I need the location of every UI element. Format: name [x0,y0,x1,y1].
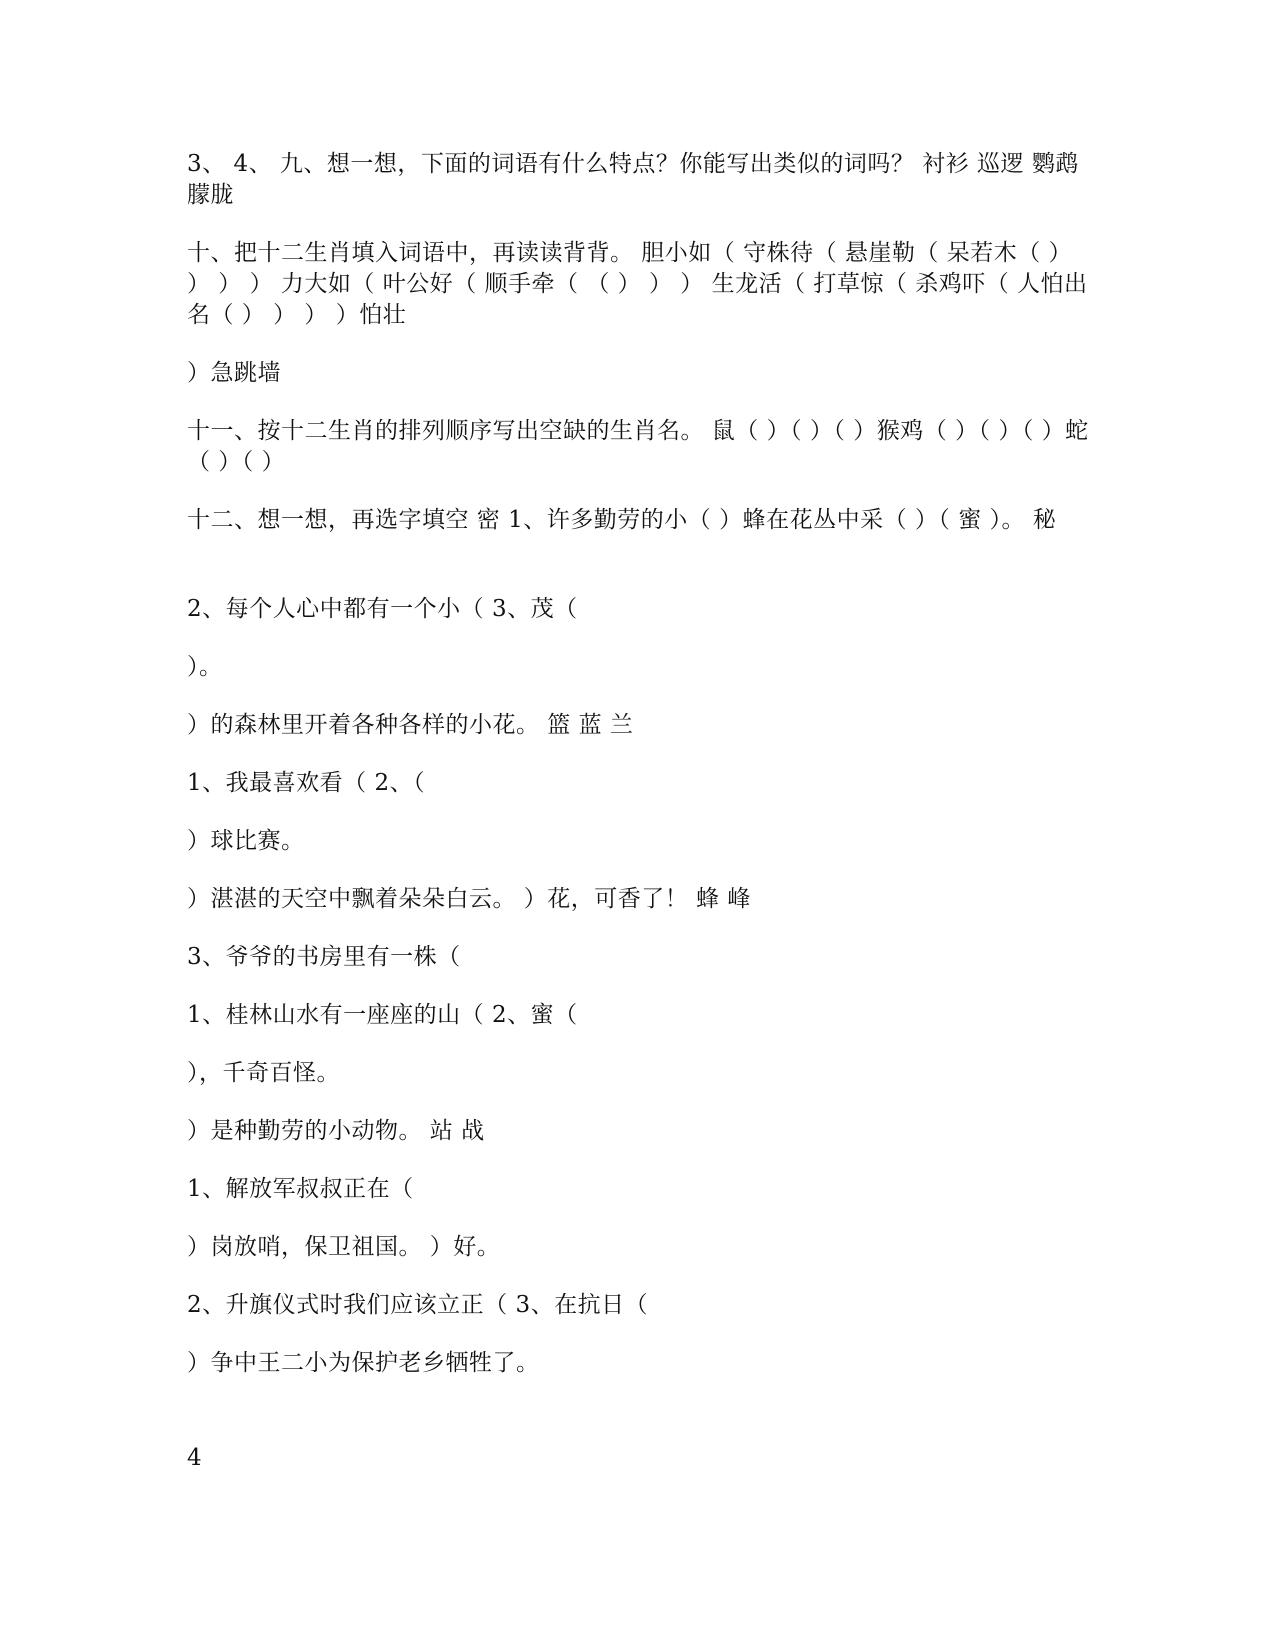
paragraph-9: 3、 4、 九、想一想，下面的词语有什么特点？你能写出类似的词吗？ 衬衫 巡逻 鹦鹉 朦胧 [187,151,1079,208]
text-line: ）岗放哨，保卫祖国。 ）好。 [187,1234,501,1260]
text-line: 2、每个人心中都有一个小（ 3、茂（ [187,596,578,622]
paragraph-10: 十、把十二生肖填入词语中，再读读背背。 胆小如（ 守株待（ 悬崖勒（ 呆若木（ ） ） ） ） 力大如（ 叶公好（ 顺手牵（ （ ） ） ） 生龙活（ 打草惊（ 杀鸡吓（ 人怕出名（ ） ） ） ）怕壮 [187,240,1088,328]
text-line: ）争中王二小为保护老乡牺牲了。 [187,1350,540,1376]
text-line: ），千奇百怪。 [187,1060,340,1086]
paragraph-continuation: ）急跳墙 [187,360,281,386]
text-line: ）球比赛。 [187,828,305,854]
text-line: ）的森林里开着各种各样的小花。 篮 蓝 兰 [187,712,634,738]
page-number: 4 [187,1445,202,1471]
text-line: 1、我最喜欢看（ 2、（ [187,770,426,796]
text-line: ）湛湛的天空中飘着朵朵白云。 ）花，可香了！ 蜂 峰 [187,886,751,912]
text-line: 1、桂林山水有一座座的山（ 2、蜜（ [187,1002,578,1028]
text-line: 2、升旗仪式时我们应该立正（ 3、在抗日（ [187,1292,649,1318]
paragraph-11: 十一、按十二生肖的排列顺序写出空缺的生肖名。 鼠（ ）（ ）（ ）猴鸡（ ）（ ）（ ）蛇（ ）（ ） [187,418,1089,475]
text-line: 1、解放军叔叔正在（ [187,1176,414,1202]
paragraph-12: 十二、想一想，再选字填空 密 1、许多勤劳的小（ ）蜂在花丛中采（ ）（ 蜜 ）。 秘 [187,507,1057,533]
text-line: 3、爷爷的书房里有一株（ [187,944,461,970]
text-line: ）是种勤劳的小动物。 站 战 [187,1118,485,1144]
text-line: ）。 [187,654,223,680]
